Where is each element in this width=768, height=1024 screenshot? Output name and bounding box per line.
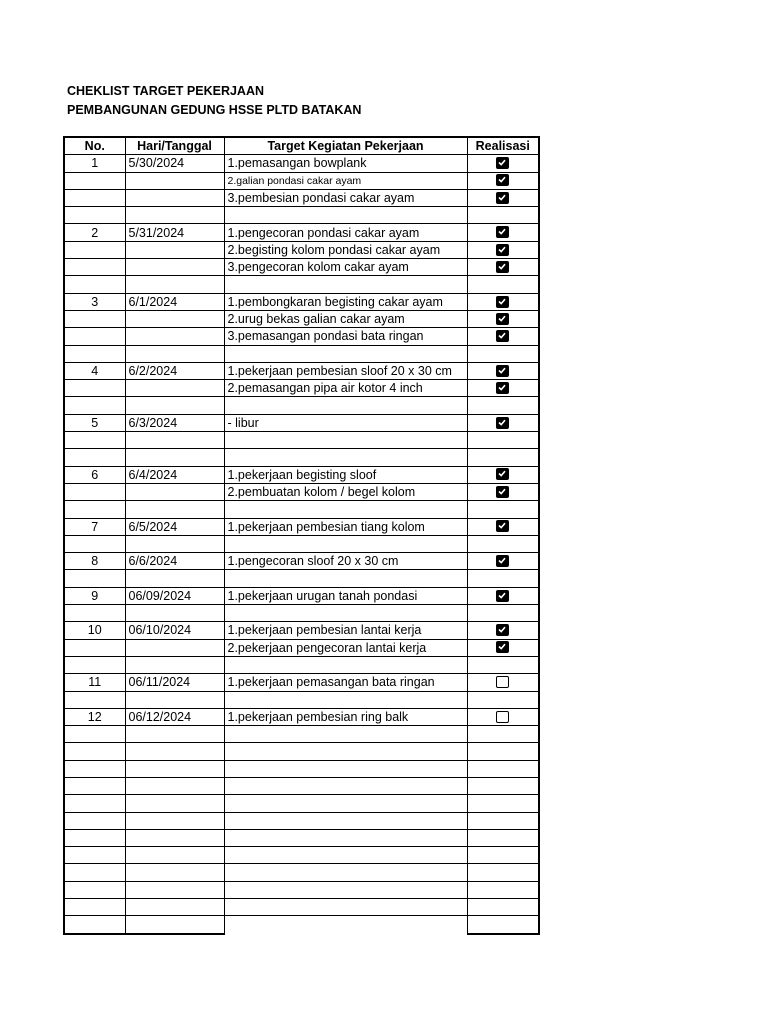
row-task xyxy=(224,795,467,812)
row-number xyxy=(64,328,125,345)
row-realization xyxy=(467,916,539,934)
table-row xyxy=(64,570,539,587)
checkmark-icon xyxy=(498,228,506,235)
row-number xyxy=(64,345,125,362)
row-realization xyxy=(467,207,539,224)
checked-checkbox-icon[interactable] xyxy=(496,641,509,653)
row-number xyxy=(64,397,125,414)
checked-checkbox-icon[interactable] xyxy=(496,590,509,602)
table-row xyxy=(64,414,539,431)
row-task: 1.pengecoran sloof 20 x 30 cm xyxy=(224,553,467,570)
table-row xyxy=(64,535,539,552)
row-date xyxy=(125,777,224,794)
table-row xyxy=(64,189,539,206)
table-row xyxy=(64,881,539,898)
row-number xyxy=(64,605,125,622)
row-task xyxy=(224,760,467,777)
table-header-row xyxy=(64,137,539,155)
row-realization xyxy=(467,881,539,898)
row-task: 2.urug bekas galian cakar ayam xyxy=(224,310,467,327)
row-task xyxy=(224,691,467,708)
table-row xyxy=(64,501,539,518)
row-realization xyxy=(467,362,539,379)
row-task xyxy=(224,899,467,916)
row-date xyxy=(125,345,224,362)
table-row xyxy=(64,328,539,345)
row-task: 3.pemasangan pondasi bata ringan xyxy=(224,328,467,345)
row-realization xyxy=(467,189,539,206)
row-number xyxy=(64,241,125,258)
table-row xyxy=(64,674,539,691)
table-row xyxy=(64,310,539,327)
table-row xyxy=(64,812,539,829)
table-row xyxy=(64,362,539,379)
row-task xyxy=(224,535,467,552)
row-number xyxy=(64,483,125,500)
row-date xyxy=(125,639,224,656)
row-realization xyxy=(467,241,539,258)
row-task xyxy=(224,397,467,414)
checkmark-icon xyxy=(498,367,506,374)
row-task: 1.pekerjaan pembesian tiang kolom xyxy=(224,518,467,535)
row-realization xyxy=(467,708,539,725)
row-task: 2.pembuatan kolom / begel kolom xyxy=(224,483,467,500)
row-realization xyxy=(467,691,539,708)
row-date: 06/10/2024 xyxy=(125,622,224,639)
checkmark-icon xyxy=(498,522,506,529)
checkmark-icon xyxy=(498,626,506,633)
row-date: 06/11/2024 xyxy=(125,674,224,691)
row-date xyxy=(125,726,224,743)
row-number: 5 xyxy=(64,414,125,431)
row-date xyxy=(125,656,224,673)
table-row xyxy=(64,622,539,639)
row-task: 1.pekerjaan urugan tanah pondasi xyxy=(224,587,467,604)
row-date: 6/4/2024 xyxy=(125,466,224,483)
table-row xyxy=(64,432,539,449)
row-number xyxy=(64,259,125,276)
checked-checkbox-icon[interactable] xyxy=(496,417,509,429)
checkmark-icon xyxy=(498,643,506,650)
checked-checkbox-icon[interactable] xyxy=(496,520,509,532)
row-date xyxy=(125,743,224,760)
row-realization xyxy=(467,414,539,431)
checkmark-icon xyxy=(498,419,506,426)
row-number xyxy=(64,207,125,224)
row-number xyxy=(64,847,125,864)
row-number xyxy=(64,881,125,898)
row-realization xyxy=(467,380,539,397)
checked-checkbox-icon[interactable] xyxy=(496,330,509,342)
checked-checkbox-icon[interactable] xyxy=(496,244,509,256)
row-realization xyxy=(467,674,539,691)
row-task xyxy=(224,570,467,587)
row-task xyxy=(224,656,467,673)
row-task: 2.begisting kolom pondasi cakar ayam xyxy=(224,241,467,258)
document-title: CHEKLIST TARGET PEKERJAAN xyxy=(67,84,265,98)
table-row xyxy=(64,241,539,258)
row-realization xyxy=(467,899,539,916)
table-row xyxy=(64,172,539,189)
table-row xyxy=(64,639,539,656)
row-task xyxy=(224,829,467,846)
row-number: 11 xyxy=(64,674,125,691)
empty-checkbox-icon[interactable] xyxy=(496,676,509,688)
row-date xyxy=(125,795,224,812)
row-task xyxy=(224,449,467,466)
row-task xyxy=(224,864,467,881)
checked-checkbox-icon[interactable] xyxy=(496,296,509,308)
row-realization xyxy=(467,172,539,189)
row-date xyxy=(125,172,224,189)
row-number xyxy=(64,501,125,518)
table-row xyxy=(64,553,539,570)
row-realization xyxy=(467,639,539,656)
table-row xyxy=(64,847,539,864)
row-realization xyxy=(467,587,539,604)
row-task: 1.pekerjaan pembesian lantai kerja xyxy=(224,622,467,639)
checked-checkbox-icon[interactable] xyxy=(496,468,509,480)
row-number: 4 xyxy=(64,362,125,379)
row-number xyxy=(64,916,125,934)
row-task xyxy=(224,605,467,622)
checkmark-icon xyxy=(498,592,506,599)
row-task: 2.pemasangan pipa air kotor 4 inch xyxy=(224,380,467,397)
checkmark-icon xyxy=(498,384,506,391)
row-task xyxy=(224,847,467,864)
row-date xyxy=(125,259,224,276)
table-row xyxy=(64,726,539,743)
row-realization xyxy=(467,829,539,846)
checkmark-icon xyxy=(498,176,506,183)
column-header-no: No. xyxy=(64,137,125,155)
table-row xyxy=(64,293,539,310)
checked-checkbox-icon[interactable] xyxy=(496,192,509,204)
row-task: 2.galian pondasi cakar ayam xyxy=(224,172,467,189)
row-realization xyxy=(467,259,539,276)
row-number xyxy=(64,864,125,881)
table-row xyxy=(64,518,539,535)
row-task: 3.pembesian pondasi cakar ayam xyxy=(224,189,467,206)
row-realization xyxy=(467,518,539,535)
empty-checkbox-icon[interactable] xyxy=(496,711,509,723)
row-realization xyxy=(467,432,539,449)
row-task: 1.pekerjaan pembesian ring balk xyxy=(224,708,467,725)
row-number xyxy=(64,795,125,812)
row-date xyxy=(125,397,224,414)
row-date xyxy=(125,829,224,846)
column-header-task: Target Kegiatan Pekerjaan xyxy=(224,137,467,155)
row-realization xyxy=(467,466,539,483)
row-number: 10 xyxy=(64,622,125,639)
row-number xyxy=(64,812,125,829)
row-realization xyxy=(467,276,539,293)
checked-checkbox-icon[interactable] xyxy=(496,226,509,238)
table-row xyxy=(64,864,539,881)
table-row xyxy=(64,466,539,483)
row-task: 3.pengecoran kolom cakar ayam xyxy=(224,259,467,276)
row-realization xyxy=(467,656,539,673)
row-realization xyxy=(467,760,539,777)
checkmark-icon xyxy=(498,470,506,477)
checked-checkbox-icon[interactable] xyxy=(496,624,509,636)
row-date xyxy=(125,605,224,622)
table-row xyxy=(64,587,539,604)
table-row xyxy=(64,345,539,362)
row-date xyxy=(125,483,224,500)
row-number: 7 xyxy=(64,518,125,535)
table-row xyxy=(64,691,539,708)
table-row xyxy=(64,760,539,777)
table-row xyxy=(64,605,539,622)
checkmark-icon xyxy=(498,332,506,339)
row-date xyxy=(125,328,224,345)
row-number xyxy=(64,691,125,708)
table-row xyxy=(64,483,539,500)
row-number xyxy=(64,639,125,656)
checkmark-icon xyxy=(498,159,506,166)
row-realization xyxy=(467,449,539,466)
row-number xyxy=(64,172,125,189)
checked-checkbox-icon[interactable] xyxy=(496,486,509,498)
table-row xyxy=(64,656,539,673)
row-realization xyxy=(467,795,539,812)
checkmark-icon xyxy=(498,263,506,270)
checklist-table xyxy=(63,136,540,935)
row-date: 06/09/2024 xyxy=(125,587,224,604)
row-realization xyxy=(467,777,539,794)
table-row xyxy=(64,795,539,812)
row-date xyxy=(125,812,224,829)
row-task xyxy=(224,345,467,362)
row-task: 1.pengecoran pondasi cakar ayam xyxy=(224,224,467,241)
row-realization xyxy=(467,553,539,570)
table-row xyxy=(64,708,539,725)
table-row xyxy=(64,259,539,276)
checked-checkbox-icon[interactable] xyxy=(496,313,509,325)
row-task xyxy=(224,432,467,449)
row-task xyxy=(224,501,467,518)
table-row xyxy=(64,899,539,916)
checkmark-icon xyxy=(498,488,506,495)
row-date: 5/30/2024 xyxy=(125,155,224,172)
row-number xyxy=(64,276,125,293)
row-date xyxy=(125,864,224,881)
checked-checkbox-icon[interactable] xyxy=(496,157,509,169)
checked-checkbox-icon[interactable] xyxy=(496,365,509,377)
row-date xyxy=(125,207,224,224)
row-date xyxy=(125,760,224,777)
table-row xyxy=(64,380,539,397)
table-row xyxy=(64,224,539,241)
row-number xyxy=(64,829,125,846)
row-number: 9 xyxy=(64,587,125,604)
row-number xyxy=(64,189,125,206)
row-task: 1.pekerjaan pembesian sloof 20 x 30 cm xyxy=(224,362,467,379)
row-date xyxy=(125,899,224,916)
row-realization xyxy=(467,605,539,622)
row-task xyxy=(224,812,467,829)
row-date: 6/2/2024 xyxy=(125,362,224,379)
row-task xyxy=(224,881,467,898)
row-realization xyxy=(467,293,539,310)
row-task: - libur xyxy=(224,414,467,431)
table-row xyxy=(64,743,539,760)
row-realization xyxy=(467,155,539,172)
row-realization xyxy=(467,310,539,327)
row-realization xyxy=(467,224,539,241)
table-row xyxy=(64,207,539,224)
row-number: 8 xyxy=(64,553,125,570)
row-date xyxy=(125,449,224,466)
checkmark-icon xyxy=(498,298,506,305)
row-date xyxy=(125,310,224,327)
row-date: 06/12/2024 xyxy=(125,708,224,725)
row-task xyxy=(224,207,467,224)
table-row xyxy=(64,916,539,934)
row-realization xyxy=(467,847,539,864)
row-number xyxy=(64,726,125,743)
checked-checkbox-icon[interactable] xyxy=(496,555,509,567)
row-realization xyxy=(467,622,539,639)
checked-checkbox-icon[interactable] xyxy=(496,174,509,186)
row-realization xyxy=(467,726,539,743)
row-number xyxy=(64,570,125,587)
table-row xyxy=(64,777,539,794)
row-task: 1.pekerjaan begisting sloof xyxy=(224,466,467,483)
row-task xyxy=(224,276,467,293)
row-task xyxy=(224,743,467,760)
row-number: 2 xyxy=(64,224,125,241)
row-realization xyxy=(467,570,539,587)
row-realization xyxy=(467,501,539,518)
row-number: 6 xyxy=(64,466,125,483)
row-number xyxy=(64,432,125,449)
row-date xyxy=(125,691,224,708)
document-subtitle: PEMBANGUNAN GEDUNG HSSE PLTD BATAKAN xyxy=(67,103,362,117)
checkmark-icon xyxy=(498,557,506,564)
row-realization xyxy=(467,812,539,829)
checked-checkbox-icon[interactable] xyxy=(496,382,509,394)
row-number xyxy=(64,656,125,673)
row-number: 12 xyxy=(64,708,125,725)
table-row xyxy=(64,397,539,414)
row-realization xyxy=(467,535,539,552)
table-row xyxy=(64,155,539,172)
row-date xyxy=(125,916,224,934)
row-date: 5/31/2024 xyxy=(125,224,224,241)
table-body xyxy=(64,155,539,934)
row-date: 6/1/2024 xyxy=(125,293,224,310)
row-realization xyxy=(467,345,539,362)
row-number xyxy=(64,449,125,466)
row-task: 1.pembongkaran begisting cakar ayam xyxy=(224,293,467,310)
row-date xyxy=(125,570,224,587)
table-row xyxy=(64,276,539,293)
row-realization xyxy=(467,743,539,760)
column-header-realization: Realisasi xyxy=(467,137,539,155)
row-date: 6/3/2024 xyxy=(125,414,224,431)
table-row xyxy=(64,449,539,466)
row-date: 6/5/2024 xyxy=(125,518,224,535)
row-number xyxy=(64,535,125,552)
row-date xyxy=(125,847,224,864)
row-number xyxy=(64,899,125,916)
row-realization xyxy=(467,328,539,345)
row-number xyxy=(64,310,125,327)
table-row xyxy=(64,829,539,846)
row-date xyxy=(125,380,224,397)
row-task: 2.pekerjaan pengecoran lantai kerja xyxy=(224,639,467,656)
checkmark-icon xyxy=(498,246,506,253)
row-task: 1.pemasangan bowplank xyxy=(224,155,467,172)
row-date xyxy=(125,432,224,449)
row-number xyxy=(64,380,125,397)
row-task xyxy=(224,777,467,794)
row-date xyxy=(125,881,224,898)
row-number xyxy=(64,760,125,777)
row-number xyxy=(64,777,125,794)
row-realization xyxy=(467,864,539,881)
row-task xyxy=(224,916,467,934)
row-number: 1 xyxy=(64,155,125,172)
column-header-date: Hari/Tanggal xyxy=(125,137,224,155)
row-date xyxy=(125,276,224,293)
row-task: 1.pekerjaan pemasangan bata ringan xyxy=(224,674,467,691)
row-realization xyxy=(467,483,539,500)
row-date xyxy=(125,535,224,552)
row-number: 3 xyxy=(64,293,125,310)
row-task xyxy=(224,726,467,743)
checkmark-icon xyxy=(498,194,506,201)
row-date xyxy=(125,241,224,258)
row-date xyxy=(125,501,224,518)
checked-checkbox-icon[interactable] xyxy=(496,261,509,273)
row-realization xyxy=(467,397,539,414)
checkmark-icon xyxy=(498,315,506,322)
row-number xyxy=(64,743,125,760)
row-date: 6/6/2024 xyxy=(125,553,224,570)
row-date xyxy=(125,189,224,206)
